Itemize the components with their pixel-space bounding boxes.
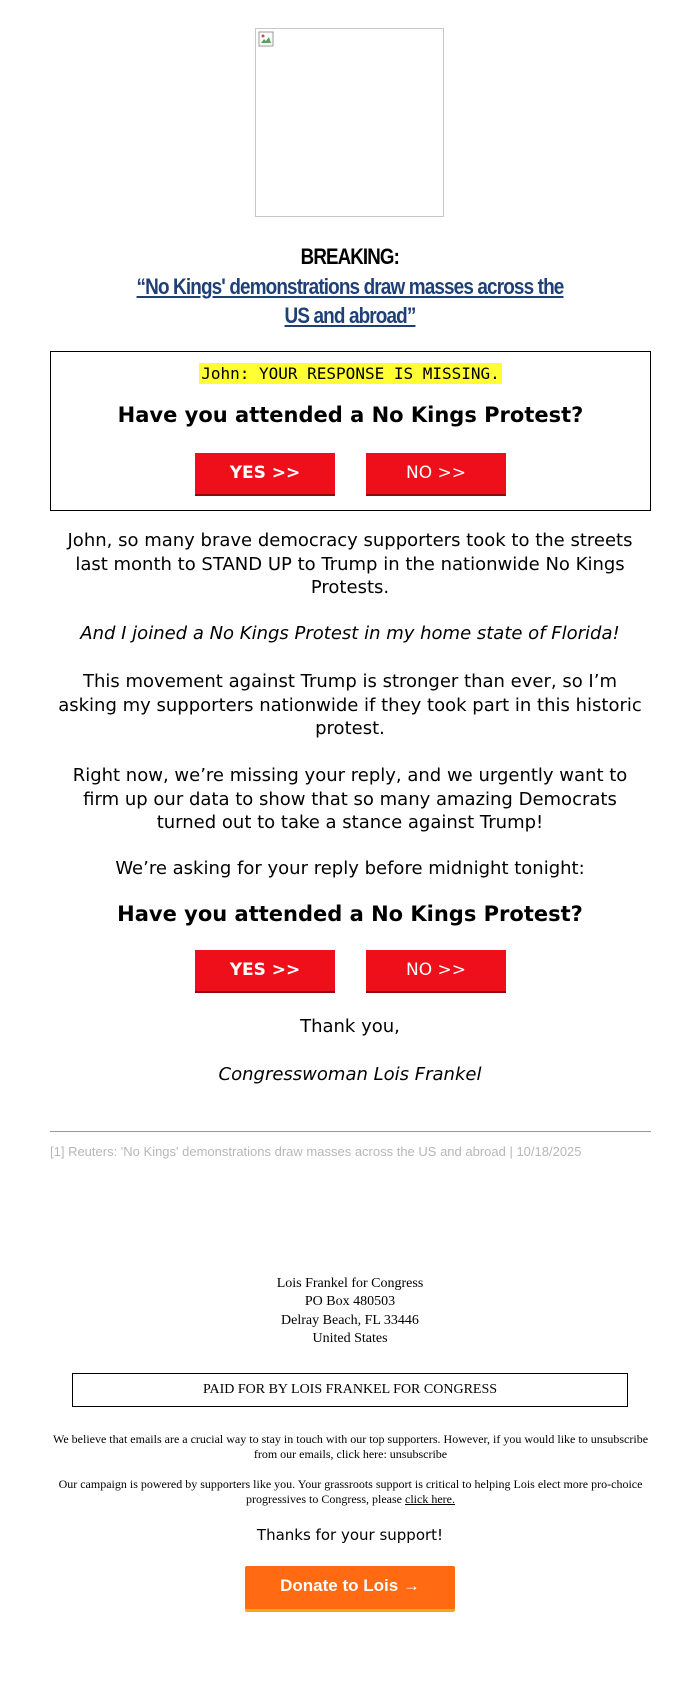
address-line: Lois Frankel for Congress xyxy=(276,1276,424,1291)
thank-you-text: Thank you, xyxy=(300,1016,400,1037)
missing-notice: John: YOUR RESPONSE IS MISSING. xyxy=(201,364,500,383)
body-paragraph-1: John, so many brave democracy supporters took to the streets last month to STAND UP to Trump in the nationwide No Kings Protests. xyxy=(67,530,633,598)
signature: Congresswoman Lois Frankel xyxy=(218,1064,482,1085)
mailing-address xyxy=(0,1275,700,1348)
survey-question-2: Have you attended a No Kings Protest? xyxy=(117,902,583,926)
yes-button[interactable]: YES >> xyxy=(195,453,335,494)
unsubscribe-text: We believe that emails are a crucial way to stay in touch with our top supporters. However, if you would like to unsubscribe from our emails, click here: unsubscribe xyxy=(52,1432,649,1461)
yes-button-2[interactable]: YES >> xyxy=(195,950,335,991)
response-box xyxy=(50,351,651,511)
footnote-divider xyxy=(50,1131,651,1132)
body-paragraph-3: This movement against Trump is stronger than ever, so I’m asking my supporters nationwide if they took part in this historic protest. xyxy=(58,671,642,739)
body-paragraph-4: Right now, we’re missing your reply, and we urgently want to firm up our data to show that so many amazing Democrats turned out to take a stance against Trump! xyxy=(72,765,628,833)
survey-question: Have you attended a No Kings Protest? xyxy=(117,403,584,427)
no-button-2[interactable]: NO >> xyxy=(366,950,506,991)
headline-block xyxy=(0,244,700,330)
header-image xyxy=(255,28,444,217)
no-button[interactable]: NO >> xyxy=(366,453,506,494)
address-line: PO Box 480503 xyxy=(304,1294,396,1310)
address-line: Delray Beach, FL 33446 xyxy=(281,1312,419,1328)
click-here-link[interactable]: click here. xyxy=(405,1492,455,1506)
donate-button[interactable]: Donate to Lois → xyxy=(245,1566,455,1609)
paid-for-disclaimer: PAID FOR BY LOIS FRANKEL FOR CONGRESS xyxy=(72,1373,628,1407)
grassroots-text xyxy=(50,1477,651,1507)
body-paragraph-5: We’re asking for your reply before midnight tonight: xyxy=(115,858,585,879)
thanks-support-text: Thanks for your support! xyxy=(256,1526,444,1544)
breaking-label: BREAKING: xyxy=(300,244,400,269)
grassroots-body: Our campaign is powered by supporters like you. Your grassroots support is critical to helping Lois elect more pro-choice progressives to Congress, please xyxy=(58,1477,643,1506)
address-line: United States xyxy=(312,1330,388,1346)
body-paragraph-2: And I joined a No Kings Protest in my home state of Florida! xyxy=(80,623,620,644)
broken-image-icon xyxy=(258,31,274,47)
footnote: [1] Reuters: 'No Kings' demonstrations draw masses across the US and abroad | 10/18/2025 xyxy=(50,1144,582,1159)
headline-link[interactable]: “No Kings' demonstrations draw masses across the US and abroad” xyxy=(136,274,564,328)
